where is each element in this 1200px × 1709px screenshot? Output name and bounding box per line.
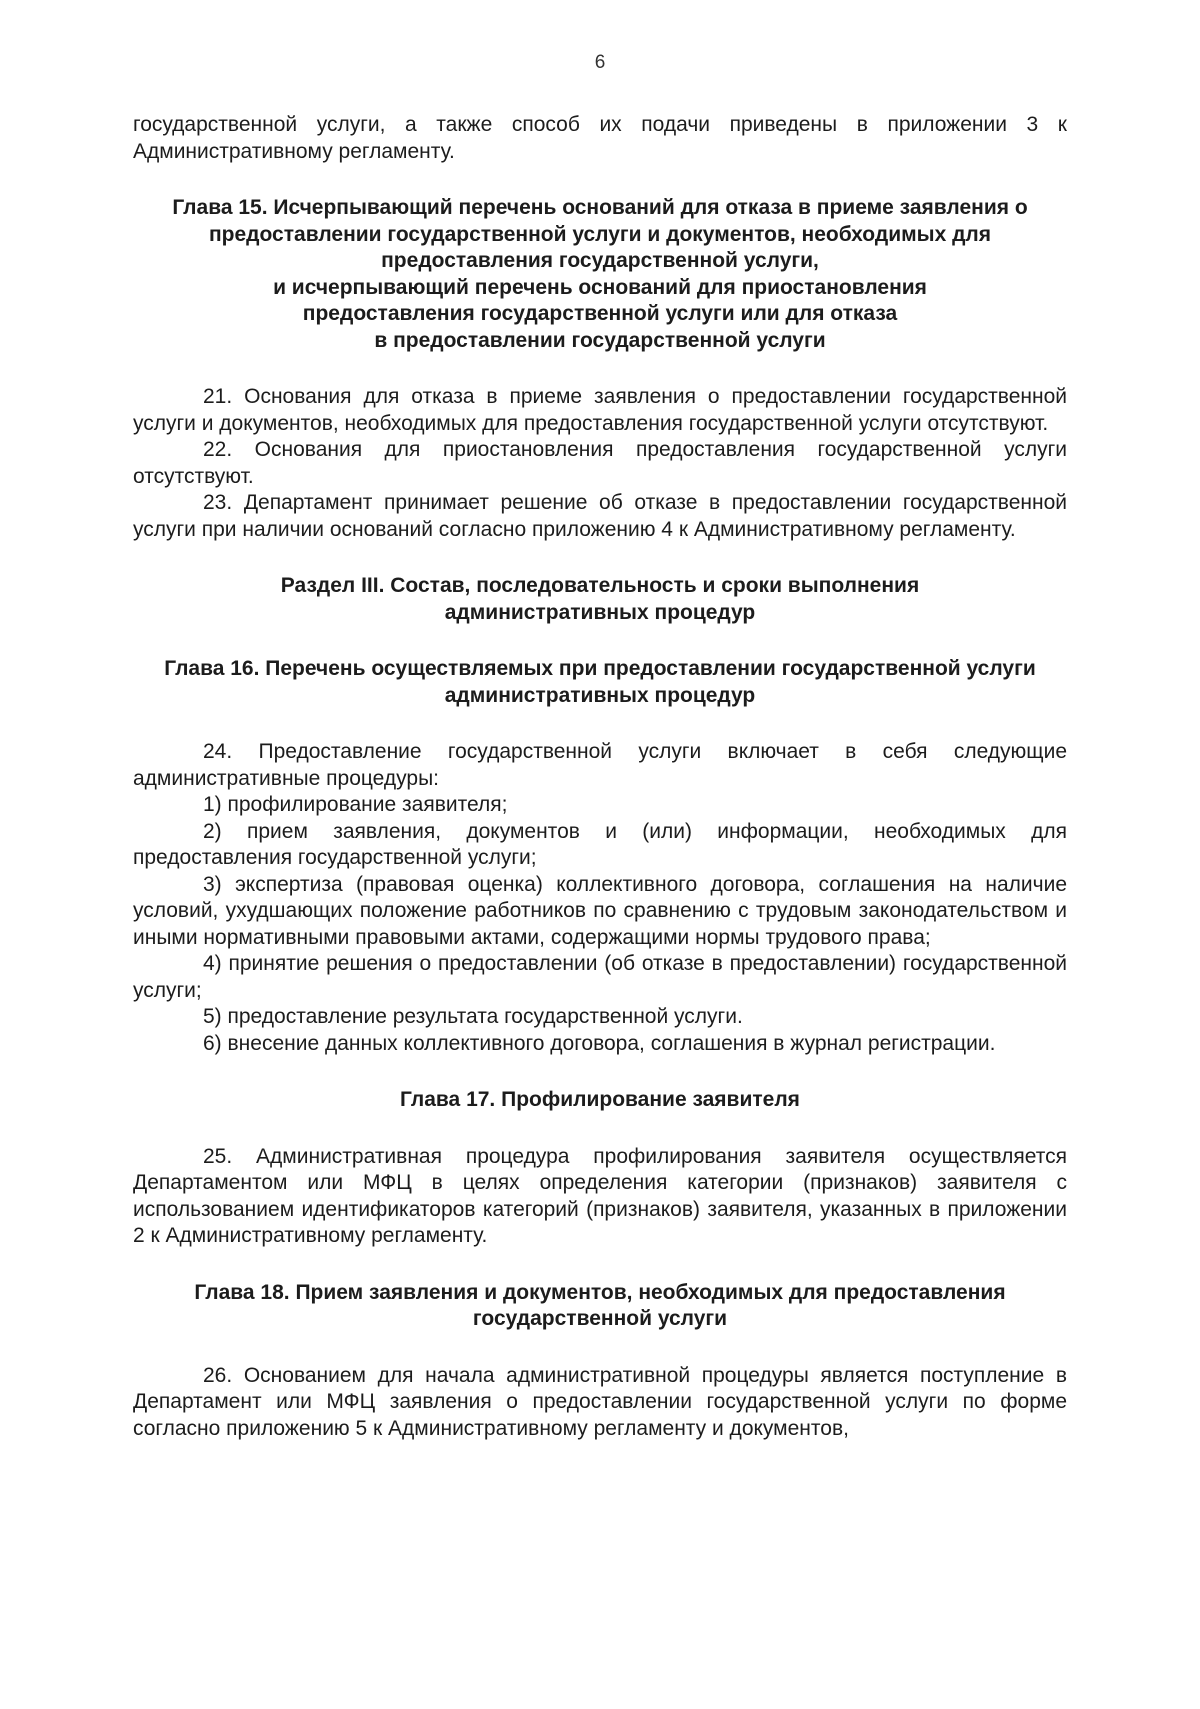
paragraph-21: 21. Основания для отказа в приеме заявления о предоставлении государственной услуги и документов, необходимых для предоставления государственной услуги отсутствуют.: [133, 385, 1067, 435]
chapter-18-title-line: Глава 18. Прием заявления и документов, необходимых для предоставления: [194, 1280, 1006, 1304]
list-item: 4) принятие решения о предоставлении (об отказе в предоставлении) государственной услуги;: [133, 952, 1067, 1002]
chapter-16-title: [133, 656, 1067, 709]
chapter-15-title-line: предоставлении государственной услуги и документов, необходимых для: [208, 222, 992, 246]
chapter-15-title-line: и исчерпывающий перечень оснований для приостановления: [273, 275, 927, 299]
chapter-15-title-line: предоставления государственной услуги или для отказа: [302, 302, 898, 325]
page-number: 6: [594, 52, 606, 73]
paragraph-26: 26. Основанием для начала административной процедуры является поступление в Департамент или МФЦ заявления о предоставлении государственной услуги по форме согласно приложению 5 к Административному регламенту и документов,: [133, 1363, 1067, 1440]
list-item: 2) прием заявления, документов и (или) информации, необходимых для предоставления государственной услуги;: [133, 819, 1067, 869]
section-3-title: [133, 573, 1067, 626]
paragraph-22: 22. Основания для приостановления предоставления государственной услуги отсутствуют.: [133, 438, 1067, 488]
paragraph-24: 24. Предоставление государственной услуги включает в себя следующие административные процедуры:: [133, 740, 1067, 790]
list-item: 5) предоставление результата государственной услуги.: [203, 1005, 743, 1028]
chapter-17-title-line: Глава 17. Профилирование заявителя: [400, 1088, 800, 1111]
chapter-17-title: [133, 1087, 1067, 1114]
chapter-16-title-line: административных процедур: [444, 683, 756, 707]
chapter-16-title-line: Глава 16. Перечень осуществляемых при предоставлении государственной услуги: [164, 657, 1036, 680]
paragraph-23: 23. Департамент принимает решение об отказе в предоставлении государственной услуги при наличии оснований согласно приложению 4 к Административному регламенту.: [133, 491, 1067, 541]
chapter-15-title-line: предоставления государственной услуги,: [381, 249, 819, 272]
chapter-15-title-line: Глава 15. Исчерпывающий перечень оснований для отказа в приеме заявления о: [172, 196, 1028, 219]
chapter-18-title-line: государственной услуги: [472, 1307, 728, 1330]
intro-paragraph: государственной услуги, а также способ их подачи приведены в приложении 3 к Административному регламенту.: [133, 113, 1067, 163]
section-3-title-line: Раздел III. Состав, последовательность и сроки выполнения: [280, 574, 920, 597]
chapter-18-title: [133, 1280, 1067, 1333]
section-3-title-line: административных процедур: [444, 600, 756, 624]
chapter-15-title-line: в предоставлении государственной услуги: [374, 328, 826, 352]
list-item: 3) экспертиза (правовая оценка) коллективного договора, соглашения на наличие условий, ухудшающих положение работников по сравнению с трудовым законодательством и иными нормативными правовыми актами, содержащими нормы трудового права;: [133, 872, 1067, 949]
chapter-15-title: [133, 195, 1067, 354]
document-body: [133, 112, 1067, 1442]
list-item: 1) профилирование заявителя;: [203, 793, 508, 816]
paragraph-25: 25. Административная процедура профилирования заявителя осуществляется Департаментом или МФЦ в целях определения категории (признаков) заявителя с использованием идентификаторов категорий (признаков) заявителя, указанных в приложении 2 к Административному регламенту.: [133, 1144, 1067, 1247]
list-item: 6) внесение данных коллективного договора, соглашения в журнал регистрации.: [203, 1031, 996, 1055]
